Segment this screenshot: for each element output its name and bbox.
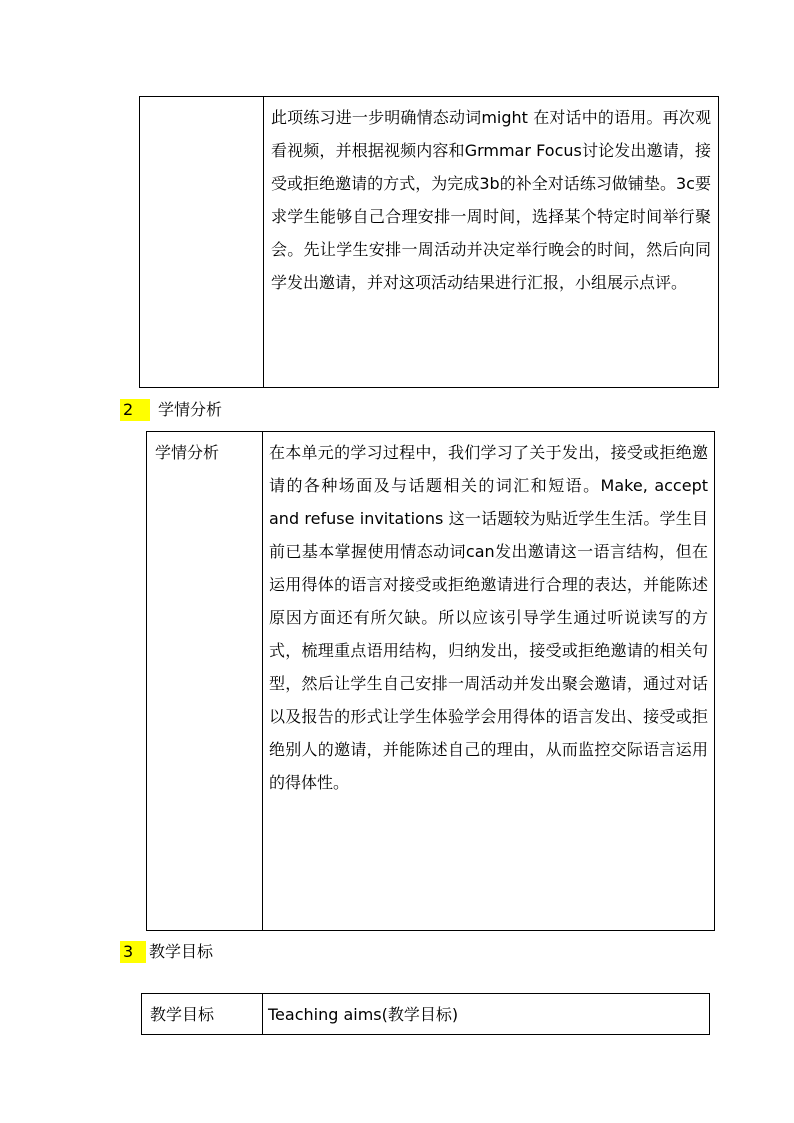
activity-description-text: 此项练习进一步明确情态动词might 在对话中的语用。再次观看视频，并根据视频内容和Grmmar Focus讨论发出邀请，接受或拒绝邀请的方式，为完成3b的补全对话练习做铺垫。3c要求学生能够自己合理安排一周时间，选择某个特定时间举行聚会。先让学生安排一周活动并决定举行晚会的时间，然后向同学发出邀请，并对这项活动结果进行汇报，小组展示点评。 — [271, 108, 711, 292]
learner-analysis-label: 学情分析 — [155, 443, 220, 462]
section-heading-learner-analysis — [120, 399, 320, 421]
learner-analysis-content-cell — [262, 432, 714, 930]
teaching-objectives-table — [141, 993, 710, 1035]
section-title: 学情分析 — [158, 400, 223, 419]
learner-analysis-label-cell — [147, 432, 263, 930]
learner-analysis-table — [146, 431, 715, 931]
section-number: 3 — [120, 941, 146, 963]
section-title: 教学目标 — [149, 942, 214, 961]
section-number: 2 — [120, 399, 150, 421]
continuation-table — [139, 96, 719, 388]
continuation-table-left-cell — [140, 97, 264, 387]
teaching-objectives-label-cell — [142, 994, 263, 1034]
continuation-table-right-cell — [263, 97, 718, 387]
teaching-aims-text: Teaching aims(教学目标) — [268, 1005, 459, 1024]
teaching-objectives-label: 教学目标 — [150, 1005, 215, 1024]
learner-analysis-text: 在本单元的学习过程中，我们学习了关于发出，接受或拒绝邀请的各种场面及与话题相关的词汇和短语。Make, accept and refuse invitations 这一话题较为贴近学生生活。学生目前已基本掌握使用情态动词can发出邀请这一语言结构，但在运用得体的语言对接受或拒绝邀请进行合理的表达，并能陈述原因方面还有所欠缺。所以应该引导学生通过听说读写的方式，梳理重点语用结构，归纳发出，接受或拒绝邀请的相关句型，然后让学生自己安排一周活动并发出聚会邀请，通过对话以及报告的形式让学生体验学会用得体的语言发出、接受或拒绝别人的邀请，并能陈述自己的理由，从而监控交际语言运用的得体性。 — [269, 443, 708, 792]
section-heading-teaching-objectives — [120, 941, 320, 963]
teaching-objectives-content-cell — [262, 994, 709, 1034]
